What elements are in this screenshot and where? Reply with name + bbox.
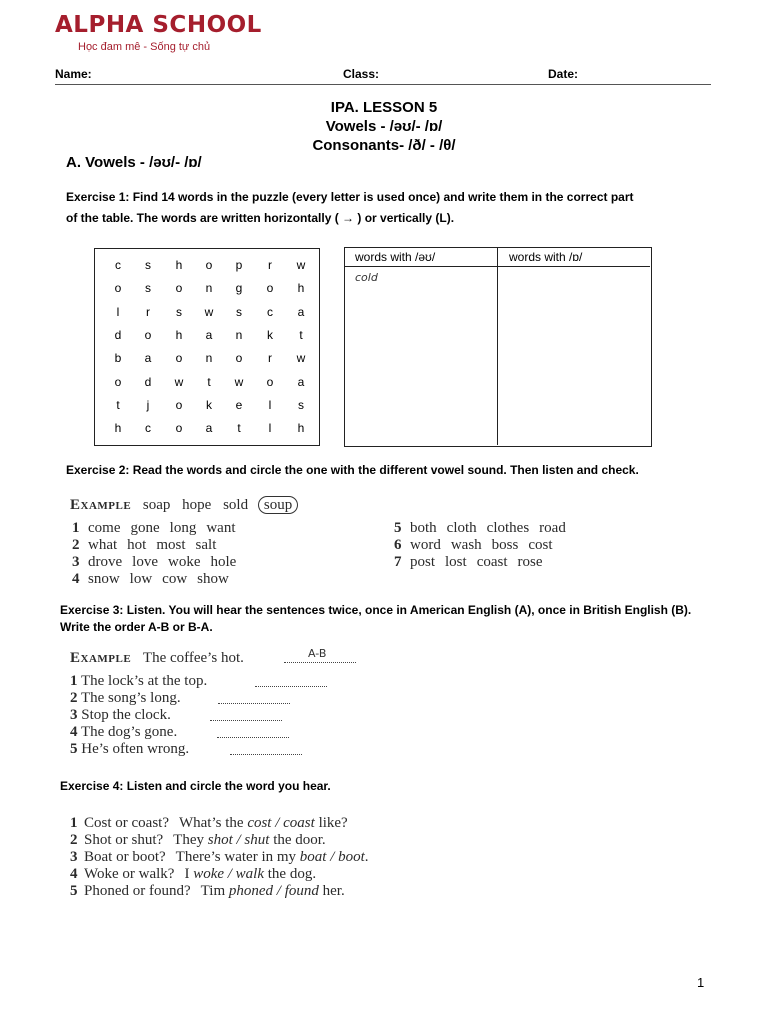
exercise-3-line-2: Write the order A-B or B-A. bbox=[60, 620, 213, 634]
puzzle-letter[interactable]: s bbox=[145, 258, 151, 272]
example-answer-ab: A-B bbox=[308, 647, 327, 660]
puzzle-letter[interactable]: c bbox=[115, 258, 121, 272]
answer-line-4[interactable] bbox=[217, 737, 289, 738]
item-number: 7 bbox=[394, 554, 402, 570]
word-option[interactable]: hole bbox=[210, 554, 237, 570]
word-option[interactable]: snow bbox=[88, 571, 120, 587]
word-option[interactable]: hot bbox=[127, 537, 147, 553]
word-option[interactable]: lost bbox=[445, 554, 467, 570]
puzzle-letter[interactable]: t bbox=[116, 397, 120, 412]
word-option[interactable]: cloth bbox=[446, 520, 477, 536]
list-item bbox=[70, 724, 207, 741]
word-option[interactable]: come bbox=[88, 520, 121, 536]
word-choice[interactable]: shot / shut bbox=[207, 832, 270, 848]
list-item bbox=[70, 815, 369, 832]
puzzle-letter[interactable]: j bbox=[146, 397, 150, 412]
puzzle-letter[interactable]: r bbox=[268, 351, 272, 366]
page-number: 1 bbox=[697, 975, 705, 990]
answer-line-3[interactable] bbox=[210, 720, 282, 721]
puzzle-letter[interactable]: n bbox=[205, 351, 213, 366]
exercise-1-instruction bbox=[66, 187, 634, 229]
word-option[interactable]: most bbox=[156, 537, 186, 553]
table-column-divider bbox=[497, 248, 498, 445]
word-option[interactable]: coast bbox=[476, 554, 508, 570]
word-option[interactable]: clothes bbox=[486, 520, 530, 536]
circled-answer-soup: soup bbox=[258, 496, 298, 514]
word-search-puzzle bbox=[94, 248, 320, 446]
puzzle-letter[interactable]: w bbox=[204, 304, 214, 319]
school-logo-name: ALPHA SCHOOL bbox=[55, 12, 262, 38]
puzzle-letter[interactable]: w bbox=[296, 351, 306, 366]
puzzle-letter[interactable]: c bbox=[267, 304, 273, 319]
item-sentence: The song’s long. bbox=[80, 690, 181, 706]
puzzle-letter[interactable]: t bbox=[299, 327, 303, 342]
answer-line-5[interactable] bbox=[230, 754, 302, 755]
item-number: 5 bbox=[394, 520, 402, 536]
puzzle-letter[interactable]: s bbox=[236, 304, 242, 319]
word-option[interactable]: word bbox=[410, 537, 441, 553]
item-number: 4 bbox=[70, 724, 78, 740]
name-label: Name: bbox=[55, 67, 92, 81]
answer-line-2[interactable] bbox=[218, 703, 290, 704]
list-item bbox=[72, 520, 236, 537]
item-number: 4 bbox=[72, 571, 80, 587]
puzzle-letter[interactable]: t bbox=[207, 374, 211, 389]
word-option[interactable]: cost bbox=[528, 537, 553, 553]
item-number: 2 bbox=[70, 690, 78, 706]
item-number: 3 bbox=[72, 554, 80, 570]
word-option[interactable]: want bbox=[206, 520, 236, 536]
item-sentence: The dog’s gone. bbox=[80, 724, 178, 740]
item-number: 2 bbox=[72, 537, 80, 553]
word-option[interactable]: drove bbox=[88, 554, 123, 570]
puzzle-letter[interactable]: h bbox=[297, 281, 305, 296]
exercise-3-line-1: Exercise 3: Listen. You will hear the sentences twice, once in American English (A), once in British English (B). bbox=[60, 603, 692, 617]
list-item bbox=[70, 741, 207, 758]
puzzle-letter[interactable]: s bbox=[298, 397, 304, 412]
word-option[interactable]: rose bbox=[517, 554, 543, 570]
question: Woke or walk? bbox=[84, 866, 175, 882]
column-header-o: words with /ɒ/ bbox=[509, 250, 583, 264]
item-number: 5 bbox=[70, 741, 78, 757]
list-item bbox=[394, 520, 566, 537]
example-word: soap bbox=[142, 497, 171, 513]
exercise-1-line-2: of the table. The words are written horizontally ( → ) or vertically (L). bbox=[66, 211, 455, 225]
word-option[interactable]: long bbox=[169, 520, 197, 536]
item-number: 5 bbox=[70, 883, 78, 899]
school-slogan: Học đam mê - Sống tự chủ bbox=[78, 41, 211, 53]
puzzle-letter[interactable]: o bbox=[175, 397, 183, 412]
word-option[interactable]: salt bbox=[195, 537, 217, 553]
puzzle-letter[interactable]: k bbox=[206, 397, 212, 412]
item-number: 4 bbox=[70, 866, 78, 882]
item-number: 1 bbox=[72, 520, 80, 536]
puzzle-letter[interactable]: o bbox=[144, 327, 152, 342]
question: Phoned or found? bbox=[84, 883, 191, 899]
puzzle-letter[interactable]: o bbox=[235, 351, 243, 366]
class-label: Class: bbox=[343, 67, 380, 81]
word-choice[interactable]: boat / boot bbox=[299, 849, 365, 865]
list-item bbox=[70, 883, 369, 900]
list-item bbox=[70, 832, 369, 849]
sentence-end: the door. bbox=[269, 832, 326, 848]
list-item bbox=[72, 537, 236, 554]
puzzle-letter[interactable]: c bbox=[145, 421, 151, 436]
puzzle-letter[interactable]: r bbox=[146, 304, 150, 319]
puzzle-letter[interactable]: t bbox=[237, 421, 241, 436]
puzzle-letter[interactable]: d bbox=[114, 327, 122, 342]
exercise-2-example bbox=[70, 497, 298, 514]
puzzle-letter[interactable]: g bbox=[235, 281, 243, 296]
puzzle-letter[interactable]: h bbox=[114, 421, 122, 436]
word-option[interactable]: what bbox=[88, 537, 118, 553]
word-option[interactable]: both bbox=[410, 520, 437, 536]
exercise-2-instruction: Exercise 2: Read the words and circle the one with the different vowel sound. Then listen and check. bbox=[66, 463, 639, 477]
word-option[interactable]: post bbox=[410, 554, 436, 570]
item-sentence: The lock’s at the top. bbox=[80, 673, 208, 689]
word-option[interactable]: boss bbox=[491, 537, 519, 553]
example-word: sold bbox=[223, 497, 249, 513]
word-option[interactable]: show bbox=[197, 571, 229, 587]
puzzle-letter[interactable]: o bbox=[114, 281, 122, 296]
item-sentence: Stop the clock. bbox=[81, 707, 171, 723]
item-number: 1 bbox=[70, 673, 78, 689]
puzzle-letter[interactable]: h bbox=[175, 258, 183, 272]
answer-line-1[interactable] bbox=[255, 686, 327, 687]
word-option[interactable]: love bbox=[132, 554, 158, 570]
exercise-2-items-left bbox=[72, 520, 236, 588]
question: Shot or shut? bbox=[84, 832, 164, 848]
puzzle-letter[interactable]: e bbox=[235, 397, 243, 412]
date-label: Date: bbox=[548, 67, 579, 81]
item-sentence: He’s often wrong. bbox=[81, 741, 190, 757]
word-choice[interactable]: cost / coast bbox=[247, 815, 315, 831]
sentence-end: her. bbox=[318, 883, 345, 899]
item-number: 3 bbox=[70, 849, 78, 865]
exercise-4-items bbox=[70, 815, 369, 900]
list-item bbox=[394, 554, 566, 571]
item-number: 1 bbox=[70, 815, 78, 831]
table-header-rule bbox=[345, 266, 650, 267]
puzzle-letter[interactable]: l bbox=[268, 421, 272, 436]
sentence-start: Tim bbox=[200, 883, 229, 899]
word-option[interactable]: road bbox=[539, 520, 566, 536]
word-option[interactable]: gone bbox=[130, 520, 160, 536]
list-item bbox=[72, 571, 236, 588]
answer-table bbox=[344, 247, 652, 447]
section-a-heading: A. Vowels - /əʊ/- /ɒ/ bbox=[66, 154, 202, 171]
puzzle-letter[interactable]: p bbox=[235, 258, 243, 272]
example-word: hope bbox=[182, 497, 212, 513]
exercise-4-instruction: Exercise 4: Listen and circle the word you hear. bbox=[60, 779, 331, 793]
sentence-end: like? bbox=[314, 815, 348, 831]
puzzle-letter[interactable]: n bbox=[235, 327, 243, 342]
puzzle-letter[interactable]: w bbox=[174, 374, 184, 389]
list-item bbox=[70, 673, 207, 690]
puzzle-letter[interactable]: l bbox=[116, 304, 120, 319]
sentence-end: . bbox=[364, 849, 369, 865]
exercise-2-items-right bbox=[394, 520, 566, 571]
puzzle-letter[interactable]: w bbox=[296, 258, 306, 272]
word-option[interactable]: cow bbox=[162, 571, 188, 587]
sentence-end: the dog. bbox=[264, 866, 317, 882]
puzzle-letter[interactable]: l bbox=[268, 397, 272, 412]
puzzle-letter[interactable]: s bbox=[176, 304, 182, 319]
word-option[interactable]: woke bbox=[167, 554, 201, 570]
puzzle-letter[interactable]: r bbox=[268, 258, 272, 272]
puzzle-letter[interactable]: d bbox=[144, 374, 152, 389]
list-item bbox=[70, 690, 207, 707]
lesson-consonants: Consonants- /ð/ - /θ/ bbox=[312, 137, 456, 154]
puzzle-letter[interactable]: a bbox=[205, 421, 213, 436]
list-item bbox=[72, 554, 236, 571]
puzzle-letter[interactable]: b bbox=[114, 351, 122, 366]
example-label: Example bbox=[70, 497, 132, 513]
puzzle-letter[interactable]: o bbox=[266, 281, 274, 296]
puzzle-letter[interactable]: n bbox=[205, 281, 213, 296]
question: Boat or boot? bbox=[84, 849, 166, 865]
puzzle-letter[interactable]: o bbox=[266, 374, 274, 389]
example-answer-line bbox=[284, 662, 356, 663]
puzzle-letter[interactable]: o bbox=[114, 374, 122, 389]
item-number: 6 bbox=[394, 537, 402, 553]
puzzle-letter[interactable]: o bbox=[175, 281, 183, 296]
exercise-3-example bbox=[70, 650, 244, 667]
puzzle-letter[interactable]: o bbox=[175, 421, 183, 436]
puzzle-letter[interactable]: o bbox=[175, 351, 183, 366]
sentence-start: They bbox=[173, 832, 208, 848]
word-choice[interactable]: woke / walk bbox=[193, 866, 265, 882]
word-option[interactable]: low bbox=[129, 571, 153, 587]
list-item bbox=[70, 866, 369, 883]
header-rule bbox=[55, 84, 711, 85]
list-item bbox=[394, 537, 566, 554]
puzzle-letter[interactable]: a bbox=[205, 327, 213, 342]
item-number: 2 bbox=[70, 832, 78, 848]
example-answer-cold: cold bbox=[355, 271, 378, 284]
puzzle-letter[interactable]: w bbox=[234, 374, 244, 389]
puzzle-letter[interactable]: a bbox=[297, 304, 305, 319]
sentence-start: I bbox=[184, 866, 194, 882]
list-item bbox=[70, 849, 369, 866]
lesson-vowels: Vowels - /əʊ/- /ɒ/ bbox=[325, 118, 443, 135]
puzzle-letter[interactable]: h bbox=[297, 421, 305, 436]
exercise-3-items bbox=[70, 673, 207, 758]
puzzle-letter[interactable]: a bbox=[144, 351, 152, 366]
puzzle-letter[interactable]: s bbox=[145, 281, 151, 296]
exercise-3-instruction bbox=[60, 602, 691, 636]
example-label: Example bbox=[70, 650, 132, 666]
sentence-start: There’s water in my bbox=[175, 849, 300, 865]
word-choice[interactable]: phoned / found bbox=[228, 883, 319, 899]
puzzle-letter[interactable]: k bbox=[267, 327, 273, 342]
sentence-start: What’s the bbox=[178, 815, 248, 831]
column-header-ou: words with /əʊ/ bbox=[355, 250, 436, 264]
puzzle-letter[interactable]: h bbox=[175, 327, 183, 342]
question: Cost or coast? bbox=[84, 815, 169, 831]
list-item bbox=[70, 707, 207, 724]
word-option[interactable]: wash bbox=[450, 537, 482, 553]
example-sentence: The coffee’s hot. bbox=[142, 650, 244, 666]
exercise-1-line-1: Exercise 1: Find 14 words in the puzzle (every letter is used once) and write them in the correct part bbox=[66, 190, 634, 204]
puzzle-letter[interactable]: o bbox=[205, 258, 213, 272]
item-number: 3 bbox=[70, 707, 78, 723]
puzzle-letter[interactable]: a bbox=[297, 374, 305, 389]
lesson-title: IPA. LESSON 5 bbox=[330, 99, 438, 116]
